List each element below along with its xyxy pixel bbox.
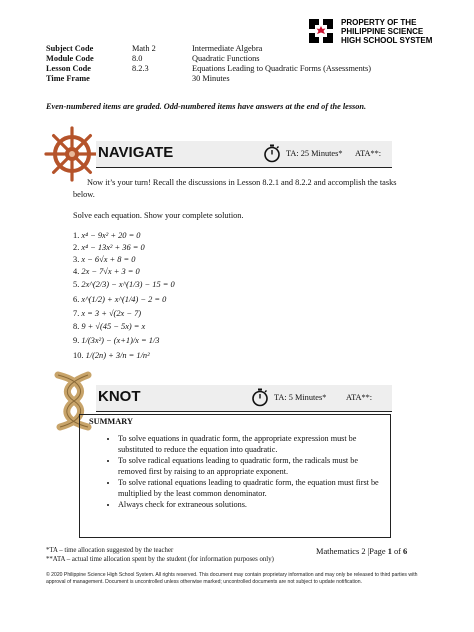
equation-1: [73, 230, 141, 241]
equation-8: [73, 321, 145, 332]
lesson-name: Equations Leading to Quadratic Forms (Assessments): [192, 64, 372, 73]
equation-4: [73, 266, 140, 277]
navigate-instruction: Solve each equation. Show your complete solution.: [73, 211, 244, 220]
equation-expression: x⁴ − 9x² + 20 = 0: [81, 231, 141, 240]
equation-9: [73, 335, 159, 346]
summary-bullet: • To solve equations in quadratic form, the appropriate expression must be substituted to reduce the equation into quadratic.: [118, 433, 380, 455]
navigate-intro: Now it’s your turn! Recall the discussions in Lesson 8.2.1 and 8.2.2 and accomplish the tasks below.: [73, 178, 397, 199]
summary-bullet: • To solve radical equations leading to quadratic form, the radicals must be removed first by raising to an appropriate exponent.: [118, 455, 380, 477]
equation-expression: 2x − 7√x + 3 = 0: [81, 267, 140, 276]
navigate-divider: [96, 167, 392, 168]
time-frame-value: 30 Minutes: [192, 74, 230, 83]
equation-10: [73, 350, 150, 361]
summary-box: [79, 414, 391, 538]
logo-line-1: PROPERTY OF THE: [341, 18, 417, 27]
stopwatch-icon: [262, 143, 282, 163]
equation-number: 3.: [73, 255, 80, 264]
summary-bullet: • Always check for extraneous solutions.: [118, 499, 380, 510]
navigate-ata: ATA**:: [355, 149, 382, 158]
module-code-label: Module Code: [46, 54, 94, 63]
equation-expression: 1/(3x²) − (x+1)/x = 1/3: [81, 336, 160, 345]
time-frame-label: Time Frame: [46, 74, 90, 83]
ata-footnote: **ATA – actual time allocation spent by the student (for information purposes only): [46, 556, 274, 563]
knot-title: KNOT: [98, 388, 141, 405]
equation-number: 9.: [73, 336, 80, 345]
equation-2: [73, 242, 145, 253]
subject-code-value: Math 2: [132, 44, 156, 53]
equation-number: 2.: [73, 243, 80, 252]
summary-bullet: • To solve rational equations leading to quadratic form, the equation must first be multiplied by the least common denominator.: [118, 477, 380, 499]
copyright-notice: © 2020 Philippine Science High School System. All rights reserved. This document may contain proprietary information and may only be released to third parties with approval of management. Document is uncontrolled unless otherwise marked; uncontrolled documents are not subject to update notification.: [46, 572, 418, 585]
navigate-ta: TA: 25 Minutes*: [286, 149, 343, 158]
equation-expression: 2x^(2/3) − x^(1/3) − 15 = 0: [81, 280, 175, 289]
ta-footnote: *TA – time allocation suggested by the teacher: [46, 547, 174, 554]
equation-number: 7.: [73, 309, 80, 318]
equation-expression: x − 6√x + 8 = 0: [81, 255, 136, 264]
navigate-title: NAVIGATE: [98, 144, 174, 161]
equation-expression: x = 3 + √(2x − 7): [81, 309, 142, 318]
page-prefix: Mathematics 2 |Page: [316, 547, 388, 556]
equation-number: 6.: [73, 295, 80, 304]
lesson-code-label: Lesson Code: [46, 64, 91, 73]
subject-name: Intermediate Algebra: [192, 44, 263, 53]
logo-line-3: HIGH SCHOOL SYSTEM: [341, 36, 433, 45]
logo-text: [341, 18, 432, 45]
stopwatch-icon: [250, 387, 270, 407]
equation-expression: 1/(2n) + 3/n = 1/n²: [85, 351, 150, 360]
equation-number: 1.: [73, 231, 80, 240]
equation-5: [73, 279, 175, 290]
subject-code-label: Subject Code: [46, 44, 94, 53]
equation-number: 5.: [73, 280, 80, 289]
module-name: Quadratic Functions: [192, 54, 260, 63]
page-total: 6: [403, 547, 408, 556]
ship-wheel-icon: [44, 126, 100, 182]
grading-note: Even-numbered items are graded. Odd-numbered items have answers at the end of the lesson.: [46, 102, 367, 111]
equation-number: 4.: [73, 267, 80, 276]
module-code-value: 8.0: [132, 54, 143, 63]
knot-divider: [96, 411, 392, 412]
logo-line-2: PHILIPPINE SCIENCE: [341, 27, 424, 36]
equation-expression: x^(1/2) + x^(1/4) − 2 = 0: [81, 295, 167, 304]
equation-7: [73, 308, 141, 319]
summary-list: [80, 433, 380, 510]
knot-ata: ATA**:: [346, 393, 373, 402]
equation-number: 8.: [73, 322, 80, 331]
lesson-code-value: 8.2.3: [132, 64, 149, 73]
equation-expression: x⁴ − 13x² + 36 = 0: [81, 243, 145, 252]
equation-expression: 9 + √(45 − 5x) = x: [81, 322, 146, 331]
knot-ta: TA: 5 Minutes*: [274, 393, 327, 402]
equation-6: [73, 294, 166, 305]
page-indicator: [316, 547, 407, 556]
page-number: 1: [387, 547, 392, 556]
equation-number: 10.: [73, 351, 84, 360]
page-of: of: [391, 547, 404, 556]
equation-3: [73, 254, 136, 265]
summary-title: SUMMARY: [89, 417, 133, 426]
pshs-logo: [306, 16, 336, 46]
